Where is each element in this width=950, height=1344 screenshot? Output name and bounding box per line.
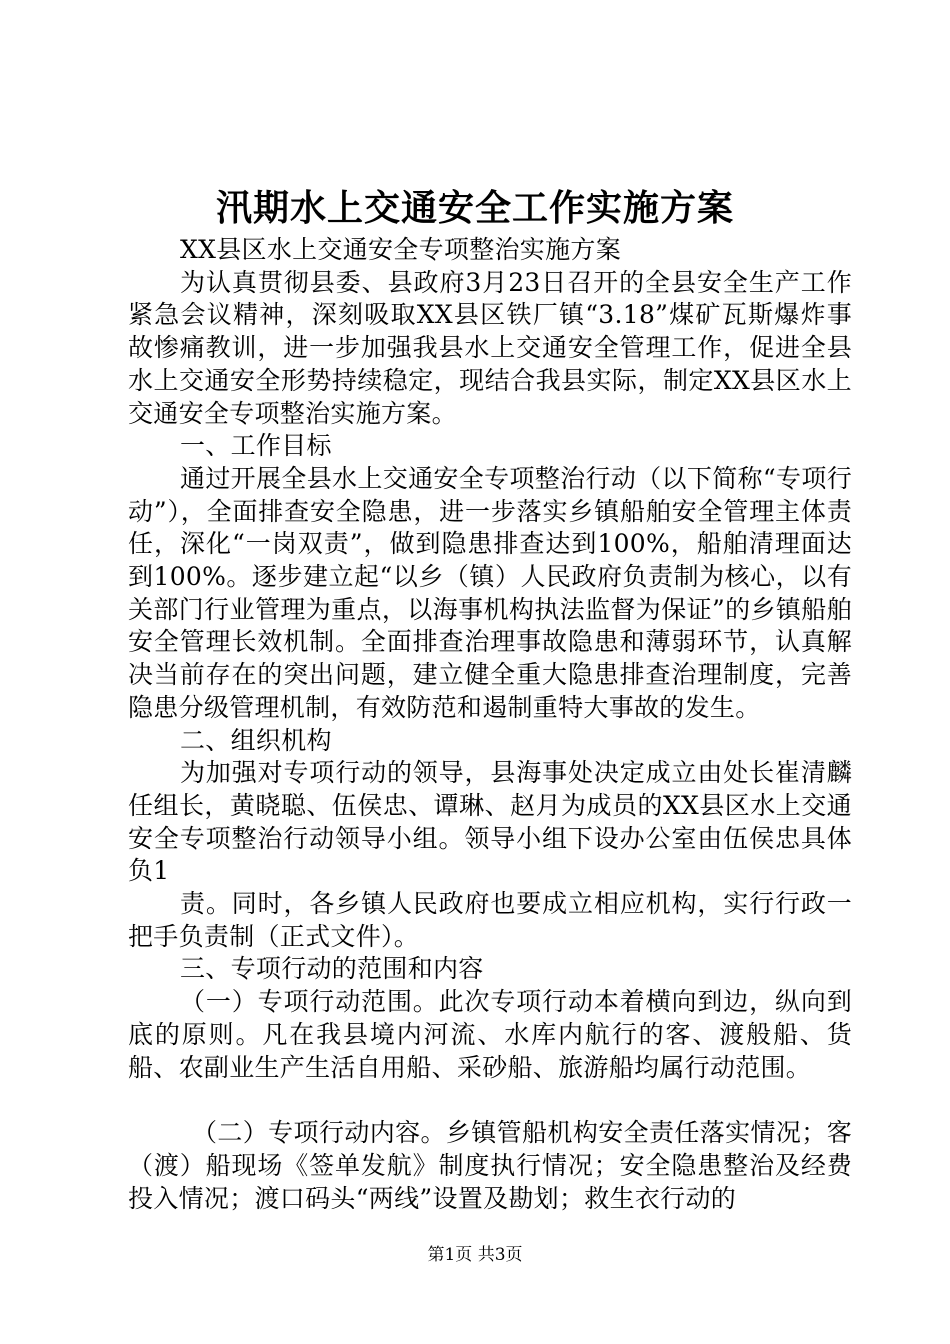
document-title: 汛期水上交通安全工作实施方案	[215, 187, 734, 229]
document-body	[128, 234, 852, 1215]
paragraph-organization-cont: 责。同时，各乡镇人民政府也要成立相应机构，实行行政一把手负责制（正式文件）。	[128, 889, 852, 951]
paragraph-scope: （一）专项行动范围。此次专项行动本着横向到边，纵向到底的原则。凡在我县境内河流、水库内航行的客、渡般船、货船、农副业生产生活自用船、采砂船、旅游船均属行动范围。	[128, 987, 852, 1082]
paragraph-organization: 为加强对专项行动的领导，县海事处决定成立由处长崔清麟任组长，黄晓聪、伍侯忠、谭琳、赵月为成员的XX县区水上交通安全专项整治行动领导小组。领导小组下设办公室由伍侯忠具体负1	[128, 758, 852, 886]
paragraph-intro: 为认真贯彻县委、县政府3月23日召开的全县安全生产工作紧急会议精神，深刻吸取XX县区铁厂镇“3.18”煤矿瓦斯爆炸事故惨痛教训，进一步加强我县水上交通安全管理工作，促进全县水上交通安全形势持续稳定，现结合我县实际，制定XX县区水上交通安全专项整治实施方案。	[128, 267, 852, 428]
heading-scope-content: 三、专项行动的范围和内容	[180, 954, 484, 984]
paragraph-work-goal: 通过开展全县水上交通安全专项整治行动（以下简称“专项行动”），全面排查安全隐患，进一步落实乡镇船舶安全管理主体责任，深化“一岗双责”，做到隐患排查达到100%，船舶清理面达到100%。逐步建立起“以乡（镇）人民政府负责制为核心，以有关部门行业管理为重点，以海事机构执法监督为保证”的乡镇船舶安全管理长效机制。全面排查治理事故隐患和薄弱环节，认真解决当前存在的突出问题，建立健全重大隐患排查治理制度，完善隐患分级管理机制，有效防范和遏制重特大事故的发生。	[128, 463, 852, 722]
heading-work-goal: 一、工作目标	[180, 431, 332, 461]
page-footer: 第1页 共3页	[427, 1245, 523, 1265]
heading-organization: 二、组织机构	[180, 725, 332, 755]
document-subtitle: XX县区水上交通安全专项整治实施方案	[180, 235, 621, 264]
paragraph-content: （二）专项行动内容。乡镇管船机构安全责任落实情况；客（渡）船现场《签单发航》制度执行情况；安全隐患整治及经费投入情况；渡口码头“两线”设置及勘划；救生衣行动的	[128, 1118, 852, 1213]
paragraph-gap	[128, 1084, 852, 1117]
